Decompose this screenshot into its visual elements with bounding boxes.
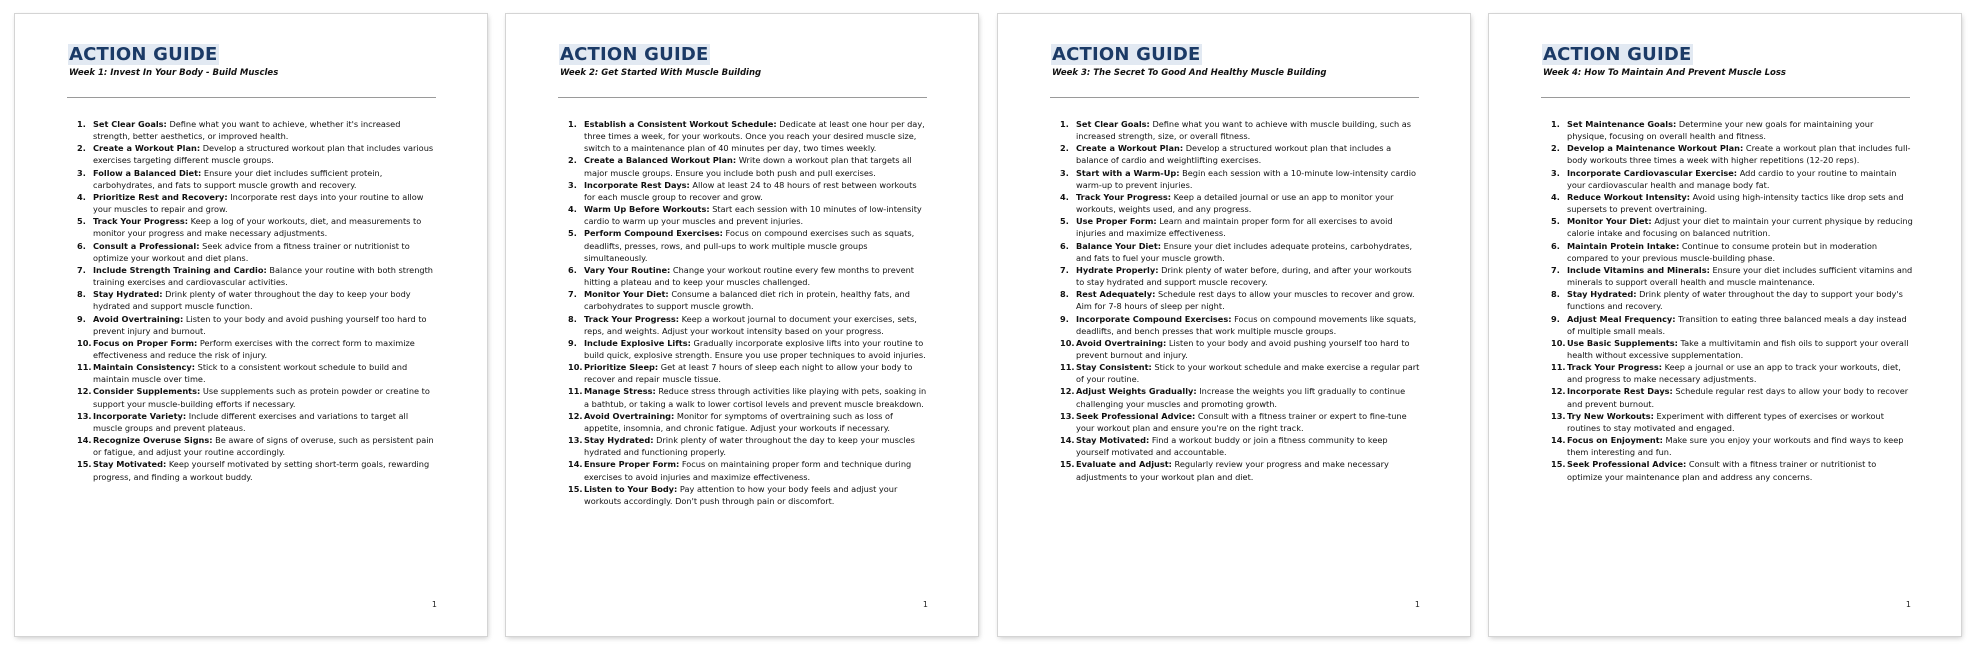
- list-item: [1060, 215, 1422, 239]
- item-title: Balance Your Diet:: [1076, 240, 1162, 251]
- item-number: 5.: [1551, 216, 1560, 227]
- item-title: Set Clear Goals:: [93, 119, 167, 129]
- list-item: [568, 288, 930, 312]
- item-description: Schedule rest days to allow your muscles to recover and grow. Aim for 7-8 hours of sleep per night.: [1076, 289, 1415, 312]
- item-title: Seek Professional Advice:: [1076, 410, 1196, 421]
- list-item: [1060, 240, 1422, 264]
- item-number: 3.: [568, 179, 577, 190]
- item-title: Set Clear Goals:: [1076, 119, 1150, 129]
- list-item: [1551, 215, 1913, 239]
- item-number: 10.: [1551, 337, 1566, 348]
- item-number: 8.: [77, 289, 86, 300]
- item-title: Hydrate Properly:: [1076, 264, 1159, 275]
- item-description: Focus on compound exercises such as squats, deadlifts, presses, rows, and pull-ups to work multiple muscle groups simultaneously.: [584, 228, 915, 263]
- item-description: Make sure you enjoy your workouts and find ways to keep them interesting and fun.: [1567, 435, 1904, 458]
- item-number: 6.: [77, 240, 86, 251]
- item-title: Consider Supplements:: [93, 386, 201, 397]
- item-description: Incorporate rest days into your routine to allow your muscles to repair and grow.: [93, 191, 424, 215]
- item-description: Drink plenty of water throughout the day to support your body's functions and recovery.: [1567, 289, 1903, 312]
- item-number: 5.: [1060, 216, 1069, 227]
- item-description: Consult with a fitness trainer or expert to fine-tune your workout plan and ensure you're on the right track.: [1076, 410, 1407, 433]
- item-description: Reduce stress through activities like playing with pets, soaking in a bathtub, or taking a walk to lower cortisol levels and prevent muscle breakdown.: [584, 386, 927, 409]
- list-item: [1551, 458, 1913, 482]
- item-number: 14.: [568, 459, 583, 470]
- list-item: [77, 191, 439, 215]
- item-description: Drink plenty of water before, during, and after your workouts to stay hydrated and support muscle recovery.: [1076, 264, 1412, 288]
- item-number: 1.: [1060, 119, 1069, 129]
- item-description: Monitor for symptoms of overtraining such as loss of appetite, insomnia, and chronic fatigue. Adjust your workouts if necessary.: [584, 410, 893, 433]
- item-title: Perform Compound Exercises:: [584, 228, 723, 239]
- list-item: [1551, 410, 1913, 434]
- item-number: 12.: [568, 410, 583, 421]
- list-item: [1060, 118, 1422, 142]
- item-description: Regularly review your progress and make necessary adjustments to your workout plan and diet.: [1076, 459, 1389, 482]
- item-description: Dedicate at least one hour per day, three times a week, for your workouts. Once you reach your desired muscle size, switch to a maintenance plan of 40 minutes per day, two times weekly.: [584, 119, 925, 154]
- item-description: Avoid using high-intensity tactics like drop sets and supersets to prevent overtraining.: [1567, 191, 1904, 215]
- item-title: Create a Workout Plan:: [1076, 143, 1184, 154]
- item-number: 6.: [1551, 240, 1560, 251]
- item-number: 7.: [77, 264, 86, 275]
- item-description: Listen to your body and avoid pushing yourself too hard to prevent burnout and injury.: [1076, 337, 1410, 360]
- item-description: Define what you want to achieve with muscle building, such as increased strength, size, or overall fitness.: [1076, 119, 1412, 142]
- list-item: [1551, 240, 1913, 264]
- item-title: Listen to Your Body:: [584, 483, 678, 494]
- item-description: Focus on compound movements like squats, deadlifts, and bench presses that work multiple muscle groups.: [1076, 313, 1417, 336]
- item-title: Stay Motivated:: [1076, 435, 1150, 446]
- list-item: [1551, 118, 1913, 142]
- document-page: [15, 14, 487, 636]
- item-description: Keep a workout journal to document your exercises, sets, reps, and weights. Adjust your workout intensity based on your progress.: [584, 313, 917, 336]
- list-item: [568, 227, 930, 263]
- item-title: Vary Your Routine:: [584, 264, 671, 275]
- action-list: [1551, 118, 1913, 483]
- list-item: [568, 434, 930, 458]
- item-number: 6.: [1060, 240, 1069, 251]
- item-description: Develop a structured workout plan that includes various exercises targeting different muscle groups.: [93, 143, 434, 166]
- list-item: [1551, 288, 1913, 312]
- item-number: 1.: [1551, 119, 1560, 129]
- list-item: [1060, 410, 1422, 434]
- list-item: [568, 313, 930, 337]
- item-description: Experiment with different types of exercises or workout routines to stay motivated and engaged.: [1567, 410, 1884, 433]
- item-description: Get at least 7 hours of sleep each night to allow your body to recover and repair muscle tissue.: [584, 362, 913, 385]
- item-number: 8.: [1551, 289, 1560, 300]
- item-number: 7.: [1060, 264, 1069, 275]
- item-number: 3.: [77, 167, 86, 178]
- item-description: Stick to a consistent workout schedule to build and maintain muscle over time.: [93, 362, 408, 385]
- item-number: 8.: [568, 313, 577, 324]
- item-number: 2.: [1060, 143, 1069, 154]
- item-title: Ensure Proper Form:: [584, 459, 680, 470]
- item-title: Evaluate and Adjust:: [1076, 459, 1172, 470]
- item-title: Seek Professional Advice:: [1567, 459, 1687, 470]
- item-title: Incorporate Cardiovascular Exercise:: [1567, 167, 1738, 178]
- page-number: 1: [431, 600, 437, 609]
- item-description: Transition to eating three balanced meals a day instead of multiple small meals.: [1567, 313, 1907, 336]
- item-number: 2.: [1551, 143, 1560, 154]
- item-number: 7.: [1551, 264, 1560, 275]
- item-title: Create a Balanced Workout Plan:: [584, 155, 737, 166]
- list-item: [1060, 385, 1422, 409]
- item-description: Perform exercises with the correct form to maximize effectiveness and reduce the risk of injury.: [93, 337, 415, 360]
- item-title: Maintain Protein Intake:: [1567, 240, 1680, 251]
- item-number: 5.: [568, 228, 577, 239]
- item-number: 9.: [1551, 313, 1560, 324]
- item-number: 11.: [1551, 362, 1566, 373]
- item-title: Track Your Progress:: [1567, 362, 1663, 373]
- item-title: Maintain Consistency:: [93, 362, 196, 373]
- list-item: [77, 118, 439, 142]
- item-number: 9.: [568, 337, 577, 348]
- list-item: [1551, 361, 1913, 385]
- item-description: Take a multivitamin and fish oils to support your overall health without excessive supplementation.: [1567, 337, 1909, 360]
- item-title: Adjust Meal Frequency:: [1567, 313, 1676, 324]
- list-item: [77, 142, 439, 166]
- divider: [67, 97, 436, 98]
- item-title: Focus on Proper Form:: [93, 337, 198, 348]
- item-title: Incorporate Rest Days:: [1567, 386, 1673, 397]
- item-number: 15.: [1060, 459, 1075, 470]
- list-item: [1060, 264, 1422, 288]
- item-title: Avoid Overtraining:: [1076, 337, 1167, 348]
- item-description: Listen to your body and avoid pushing yourself too hard to prevent injury and burnout.: [93, 313, 427, 336]
- list-item: [1551, 142, 1913, 166]
- item-number: 10.: [1060, 337, 1075, 348]
- item-title: Stay Motivated:: [93, 459, 167, 470]
- item-title: Include Strength Training and Cardio:: [93, 264, 267, 275]
- item-number: 2.: [77, 143, 86, 154]
- page-title: ACTION GUIDE: [1052, 44, 1201, 65]
- item-title: Reduce Workout Intensity:: [1567, 191, 1691, 202]
- item-title: Prioritize Sleep:: [584, 362, 659, 373]
- item-description: Ensure your diet includes adequate proteins, carbohydrates, and fats to fuel your muscle growth.: [1076, 240, 1413, 263]
- list-item: [568, 410, 930, 434]
- divider: [1050, 97, 1419, 98]
- item-description: Start each session with 10 minutes of low-intensity cardio to warm up your muscles and prevent injuries.: [584, 204, 922, 227]
- page-number: 1: [922, 600, 928, 609]
- item-description: Define what you want to achieve, whether it's increased strength, better aesthetics, or improved health.: [93, 119, 401, 142]
- item-title: Track Your Progress:: [584, 313, 680, 324]
- item-title: Prioritize Rest and Recovery:: [93, 191, 228, 202]
- item-number: 10.: [568, 362, 583, 373]
- item-description: Drink plenty of water throughout the day to keep your muscles hydrated and functioning properly.: [584, 435, 915, 458]
- item-title: Create a Workout Plan:: [93, 143, 201, 154]
- item-title: Avoid Overtraining:: [93, 313, 184, 324]
- item-title: Incorporate Compound Exercises:: [1076, 313, 1232, 324]
- item-description: Find a workout buddy or join a fitness community to keep yourself motivated and accountable.: [1076, 435, 1388, 458]
- item-title: Track Your Progress:: [93, 216, 189, 227]
- item-description: Ensure your diet includes sufficient vitamins and minerals to support overall health and muscle maintenance.: [1567, 264, 1913, 288]
- item-title: Focus on Enjoyment:: [1567, 435, 1663, 446]
- page-title: ACTION GUIDE: [1543, 44, 1692, 65]
- item-title: Include Vitamins and Minerals:: [1567, 264, 1710, 275]
- item-description: Allow at least 24 to 48 hours of rest between workouts for each muscle group to recover and grow.: [584, 179, 917, 202]
- list-item: [568, 458, 930, 482]
- item-description: Gradually incorporate explosive lifts into your routine to build quick, explosive strength. Ensure you use proper techniques to avoid injuries.: [584, 337, 926, 360]
- item-number: 14.: [1551, 435, 1566, 446]
- item-number: 7.: [568, 289, 577, 300]
- list-item: [568, 179, 930, 203]
- item-description: Add cardio to your routine to maintain your cardiovascular health and manage body fat.: [1567, 167, 1897, 190]
- list-item: [1551, 264, 1913, 288]
- item-description: Be aware of signs of overuse, such as persistent pain or fatigue, and adjust your routine accordingly.: [93, 435, 434, 458]
- item-number: 12.: [1551, 386, 1566, 397]
- action-list: [568, 118, 930, 507]
- list-item: [568, 264, 930, 288]
- item-description: Keep yourself motivated by setting short-term goals, rewarding progress, and finding a workout buddy.: [93, 459, 430, 482]
- item-description: Keep a detailed journal or use an app to monitor your workouts, weights used, and any progress.: [1076, 191, 1394, 215]
- list-item: [77, 215, 439, 239]
- item-title: Establish a Consistent Workout Schedule:: [584, 119, 777, 129]
- item-number: 9.: [1060, 313, 1069, 324]
- item-number: 6.: [568, 264, 577, 275]
- item-number: 12.: [1060, 386, 1075, 397]
- item-description: Schedule regular rest days to allow your body to recover and prevent burnout.: [1567, 386, 1909, 409]
- week-subtitle: Week 3: The Secret To Good And Healthy Muscle Building: [1052, 68, 1327, 78]
- list-item: [568, 203, 930, 227]
- item-number: 1.: [77, 119, 86, 129]
- list-item: [77, 264, 439, 288]
- list-item: [1551, 313, 1913, 337]
- week-subtitle: Week 4: How To Maintain And Prevent Muscle Loss: [1543, 68, 1786, 78]
- item-description: Ensure your diet includes sufficient protein, carbohydrates, and fats to support muscle growth and recovery.: [93, 167, 383, 190]
- item-title: Start with a Warm-Up:: [1076, 167, 1180, 178]
- item-number: 3.: [1551, 167, 1560, 178]
- list-item: [77, 410, 439, 434]
- list-item: [568, 385, 930, 409]
- page-number: 1: [1905, 600, 1911, 609]
- item-title: Track Your Progress:: [1076, 191, 1172, 202]
- item-description: Continue to consume protein but in moderation compared to your previous muscle-building phase.: [1567, 240, 1878, 263]
- list-item: [1060, 191, 1422, 215]
- list-item: [1060, 337, 1422, 361]
- item-number: 15.: [568, 483, 583, 494]
- list-item: [568, 483, 930, 507]
- item-title: Follow a Balanced Diet:: [93, 167, 202, 178]
- list-item: [77, 385, 439, 409]
- item-number: 8.: [1060, 289, 1069, 300]
- divider: [1541, 97, 1910, 98]
- item-description: Keep a journal or use an app to track your workouts, diet, and progress to make necessary adjustments.: [1567, 362, 1901, 385]
- item-number: 4.: [1060, 191, 1069, 202]
- item-title: Stay Hydrated:: [1567, 289, 1637, 300]
- list-item: [1551, 191, 1913, 215]
- week-subtitle: Week 1: Invest In Your Body - Build Muscles: [69, 68, 279, 78]
- list-item: [77, 434, 439, 458]
- item-description: Determine your new goals for maintaining your physique, focusing on overall health and fitness.: [1567, 119, 1874, 142]
- item-description: Stick to your workout schedule and make exercise a regular part of your routine.: [1076, 362, 1420, 385]
- item-description: Consume a balanced diet rich in protein, healthy fats, and carbohydrates to support muscle growth.: [584, 289, 910, 312]
- item-number: 5.: [77, 216, 86, 227]
- list-item: [77, 313, 439, 337]
- item-title: Try New Workouts:: [1567, 410, 1654, 421]
- list-item: [77, 288, 439, 312]
- document-page: [506, 14, 978, 636]
- item-title: Avoid Overtraining:: [584, 410, 675, 421]
- list-item: [77, 240, 439, 264]
- list-item: [77, 458, 439, 482]
- item-description: Balance your routine with both strength training exercises and cardiovascular activities.: [93, 264, 433, 288]
- list-item: [568, 154, 930, 178]
- list-item: [1060, 313, 1422, 337]
- item-description: Drink plenty of water throughout the day to keep your body hydrated and support muscle function.: [93, 289, 411, 312]
- item-number: 2.: [568, 155, 577, 166]
- item-title: Incorporate Variety:: [93, 410, 187, 421]
- item-title: Use Proper Form:: [1076, 216, 1157, 227]
- item-title: Recognize Overuse Signs:: [93, 435, 213, 446]
- item-number: 11.: [568, 386, 583, 397]
- item-number: 14.: [1060, 435, 1075, 446]
- item-number: 3.: [1060, 167, 1069, 178]
- list-item: [1551, 385, 1913, 409]
- item-number: 15.: [1551, 459, 1566, 470]
- item-number: 4.: [77, 191, 86, 202]
- item-description: Learn and maintain proper form for all exercises to avoid injuries and maximize effectiveness.: [1076, 216, 1393, 239]
- item-title: Include Explosive Lifts:: [584, 337, 691, 348]
- list-item: [77, 167, 439, 191]
- item-number: 1.: [568, 119, 577, 129]
- item-title: Adjust Weights Gradually:: [1076, 386, 1197, 397]
- item-description: Seek advice from a fitness trainer or nutritionist to optimize your workout and diet plans.: [93, 240, 410, 263]
- divider: [558, 97, 927, 98]
- item-title: Manage Stress:: [584, 386, 656, 397]
- item-number: 4.: [1551, 191, 1560, 202]
- item-description: Begin each session with a 10-minute low-intensity cardio warm-up to prevent injuries.: [1076, 167, 1416, 190]
- action-list: [77, 118, 439, 483]
- list-item: [568, 118, 930, 154]
- item-description: Adjust your diet to maintain your current physique by reducing calorie intake and focusing on balanced nutrition.: [1567, 216, 1913, 239]
- item-number: 9.: [77, 313, 86, 324]
- item-number: 4.: [568, 204, 577, 215]
- item-description: Write down a workout plan that targets all major muscle groups. Ensure you include both push and pull exercises.: [584, 155, 912, 178]
- list-item: [77, 361, 439, 385]
- item-number: 13.: [568, 435, 583, 446]
- page-title: ACTION GUIDE: [69, 44, 218, 65]
- list-item: [1060, 361, 1422, 385]
- item-title: Use Basic Supplements:: [1567, 337, 1678, 348]
- item-number: 12.: [77, 386, 92, 397]
- item-description: Focus on maintaining proper form and technique during exercises to avoid injuries and maximize effectiveness.: [584, 459, 912, 482]
- item-title: Rest Adequately:: [1076, 289, 1156, 300]
- list-item: [1551, 434, 1913, 458]
- item-title: Monitor Your Diet:: [1567, 216, 1652, 227]
- list-item: [77, 337, 439, 361]
- item-title: Warm Up Before Workouts:: [584, 204, 710, 215]
- item-number: 13.: [1060, 410, 1075, 421]
- page-title: ACTION GUIDE: [560, 44, 709, 65]
- item-title: Stay Consistent:: [1076, 362, 1152, 373]
- item-title: Set Maintenance Goals:: [1567, 119, 1677, 129]
- list-item: [1060, 288, 1422, 312]
- list-item: [1060, 142, 1422, 166]
- item-number: 14.: [77, 435, 92, 446]
- list-item: [1060, 458, 1422, 482]
- item-number: 13.: [77, 410, 92, 421]
- page-number: 1: [1414, 600, 1420, 609]
- item-description: Consult with a fitness trainer or nutritionist to optimize your maintenance plan and address any concerns.: [1567, 459, 1877, 482]
- list-item: [568, 361, 930, 385]
- document-page: [998, 14, 1470, 636]
- item-description: Include different exercises and variations to target all muscle groups and prevent plateaus.: [93, 410, 409, 433]
- list-item: [1551, 337, 1913, 361]
- item-number: 13.: [1551, 410, 1566, 421]
- item-title: Stay Hydrated:: [584, 435, 654, 446]
- week-subtitle: Week 2: Get Started With Muscle Building: [560, 68, 762, 78]
- item-description: Keep a log of your workouts, diet, and measurements to monitor your progress and make necessary adjustments.: [93, 216, 422, 239]
- item-description: Change your workout routine every few months to prevent hitting a plateau and to keep your muscles challenged.: [584, 264, 915, 288]
- item-number: 11.: [77, 362, 92, 373]
- item-title: Stay Hydrated:: [93, 289, 163, 300]
- item-description: Develop a structured workout plan that includes a balance of cardio and weightlifting exercises.: [1076, 143, 1392, 166]
- item-description: Pay attention to how your body feels and adjust your workouts accordingly. Don't push through pain or discomfort.: [584, 483, 898, 506]
- list-item: [568, 337, 930, 361]
- action-list: [1060, 118, 1422, 483]
- item-number: 11.: [1060, 362, 1075, 373]
- item-title: Monitor Your Diet:: [584, 289, 669, 300]
- item-description: Create a workout plan that includes full-body workouts three times a week with higher repetitions (12-20 reps).: [1567, 143, 1911, 166]
- item-title: Incorporate Rest Days:: [584, 179, 690, 190]
- item-description: Increase the weights you lift gradually to continue challenging your muscles and promoting growth.: [1076, 386, 1406, 409]
- list-item: [1060, 167, 1422, 191]
- item-description: Use supplements such as protein powder or creatine to support your muscle-building efforts if necessary.: [93, 386, 430, 409]
- document-page: [1489, 14, 1961, 636]
- item-number: 10.: [77, 337, 92, 348]
- list-item: [1060, 434, 1422, 458]
- item-title: Develop a Maintenance Workout Plan:: [1567, 143, 1744, 154]
- item-number: 15.: [77, 459, 92, 470]
- list-item: [1551, 167, 1913, 191]
- item-title: Consult a Professional:: [93, 240, 200, 251]
